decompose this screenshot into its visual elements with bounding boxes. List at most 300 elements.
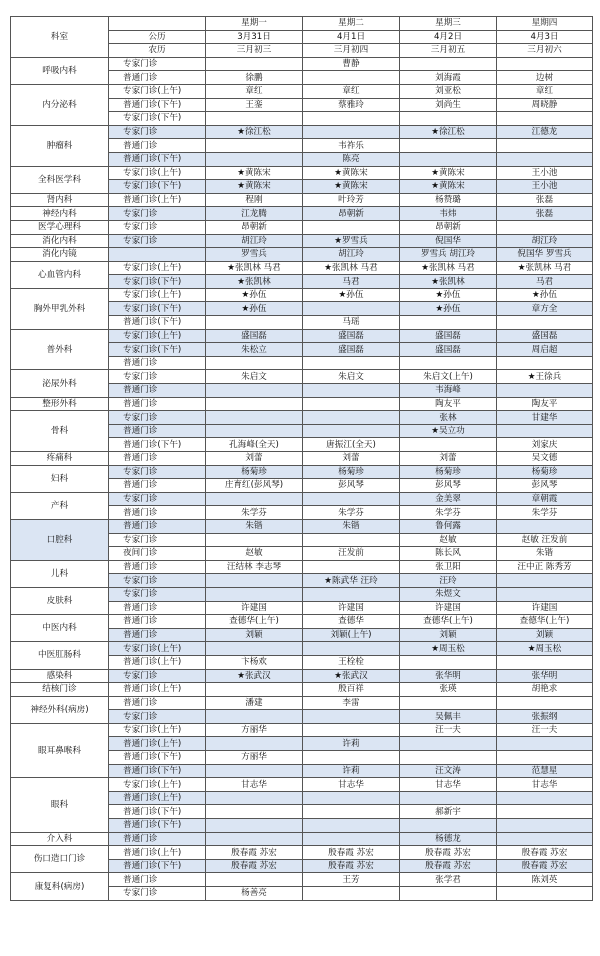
doctor-cell-day-3: ★吴立功 [400,424,497,438]
weekday-3: 星期三 [400,17,497,31]
doctor-cell-day-4: 章红 [497,84,593,98]
schedule-row [11,261,593,275]
department-name: 消化内镜 [11,248,109,262]
clinic-type: 专家门诊(上午) [109,166,206,180]
doctor-cell-day-3: 查德华(上午) [400,615,497,629]
clinic-type: 专家门诊(上午) [109,84,206,98]
gongli-label: 公历 [109,30,206,44]
doctor-cell-day-2: 李雷 [303,696,400,710]
schedule-row [11,560,593,574]
clinic-type: 普通门诊 [109,356,206,370]
doctor-cell-day-1: ★孙伍 [206,302,303,316]
clinic-type: 专家门诊(下午) [109,112,206,126]
doctor-cell-day-3 [400,152,497,166]
doctor-cell-day-2 [303,560,400,574]
doctor-cell-day-3: 张华明 [400,669,497,683]
schedule-row [11,492,593,506]
doctor-cell-day-4: 江德龙 [497,125,593,139]
doctor-cell-day-2 [303,411,400,425]
doctor-cell-day-4: 许建国 [497,601,593,615]
doctor-cell-day-3: 刘尚生 [400,98,497,112]
clinic-type: 普通门诊 [109,506,206,520]
doctor-cell-day-3: 吴佩丰 [400,710,497,724]
doctor-cell-day-3: 张学君 [400,873,497,887]
gongli-2: 4月1日 [303,30,400,44]
doctor-cell-day-1 [206,574,303,588]
doctor-cell-day-4 [497,819,593,833]
schedule-row [11,519,593,533]
doctor-cell-day-2: 唐振江(全天) [303,438,400,452]
doctor-cell-day-4: 汪一夫 [497,723,593,737]
clinic-type: 普通门诊 [109,519,206,533]
schedule-document [10,16,593,901]
department-name: 胸外甲乳外科 [11,288,109,329]
doctor-cell-day-3 [400,791,497,805]
doctor-cell-day-4 [497,587,593,601]
doctor-cell-day-4: 朱学芬 [497,506,593,520]
clinic-type: 普通门诊(上午) [109,193,206,207]
schedule-row [11,166,593,180]
schedule-row [11,220,593,234]
doctor-cell-day-3: 盛国磊 [400,343,497,357]
doctor-cell-day-2: 马君 [303,275,400,289]
doctor-cell-day-1 [206,832,303,846]
schedule-row [11,84,593,98]
clinic-type: 专家门诊 [109,710,206,724]
clinic-type: 专家门诊 [109,57,206,71]
department-name: 眼耳鼻喉科 [11,723,109,777]
doctor-cell-day-4: 吴文德 [497,452,593,466]
doctor-cell-day-4: 边树 [497,71,593,85]
doctor-cell-day-3: 朱启文(上午) [400,370,497,384]
doctor-cell-day-3: 殷春霞 苏宏 [400,846,497,860]
doctor-cell-day-3: 甘志华 [400,778,497,792]
doctor-cell-day-2: 刘蕾 [303,452,400,466]
weekday-1: 星期一 [206,17,303,31]
schedule-row [11,696,593,710]
doctor-cell-day-3 [400,819,497,833]
clinic-type: 专家门诊 [109,492,206,506]
doctor-cell-day-3 [400,887,497,901]
doctor-cell-day-3 [400,356,497,370]
doctor-cell-day-3: 韦海峰 [400,384,497,398]
nongli-2: 三月初四 [303,44,400,58]
doctor-cell-day-3: 许建国 [400,601,497,615]
schedule-row [11,683,593,697]
department-name: 产科 [11,492,109,519]
doctor-cell-day-2 [303,356,400,370]
doctor-cell-day-2 [303,220,400,234]
doctor-cell-day-3: 杨德龙 [400,832,497,846]
clinic-type: 普通门诊(上午) [109,791,206,805]
gongli-4: 4月3日 [497,30,593,44]
doctor-cell-day-3: 金美翠 [400,492,497,506]
schedule-row [11,207,593,221]
doctor-cell-day-1: 杨善亮 [206,887,303,901]
clinic-type: 专家门诊 [109,220,206,234]
doctor-cell-day-3: ★黄陈宋 [400,166,497,180]
doctor-cell-day-1: 王銮 [206,98,303,112]
department-name: 妇科 [11,465,109,492]
schedule-row [11,873,593,887]
department-name: 结核门诊 [11,683,109,697]
doctor-cell-day-3: 刘颖 [400,628,497,642]
doctor-cell-day-4: 章朝霞 [497,492,593,506]
doctor-cell-day-4 [497,737,593,751]
department-name: 皮肤科 [11,587,109,614]
clinic-type: 普通门诊 [109,696,206,710]
department-name: 神经内科 [11,207,109,221]
doctor-cell-day-1: 庄育红(彭风琴) [206,479,303,493]
doctor-cell-day-4: 甘志华 [497,778,593,792]
department-name: 全科医学科 [11,166,109,193]
doctor-cell-day-3: 杨赞璐 [400,193,497,207]
doctor-cell-day-4: ★孙伍 [497,288,593,302]
doctor-cell-day-1: 潘建 [206,696,303,710]
doctor-cell-day-4: 赵敏 汪发前 [497,533,593,547]
doctor-cell-day-1: 盛国磊 [206,329,303,343]
doctor-cell-day-2: 查德华 [303,615,400,629]
doctor-cell-day-2: 汪发前 [303,547,400,561]
doctor-cell-day-2 [303,397,400,411]
clinic-type: 普通门诊(上午) [109,683,206,697]
clinic-type: 专家门诊 [109,887,206,901]
schedule-row [11,329,593,343]
clinic-type: 普通门诊 [109,384,206,398]
doctor-cell-day-1: ★孙伍 [206,288,303,302]
dept-header: 科室 [11,17,109,58]
department-name: 医学心理科 [11,220,109,234]
doctor-cell-day-2: ★孙伍 [303,288,400,302]
department-name: 心血管内科 [11,261,109,288]
doctor-cell-day-3: 昂朝新 [400,220,497,234]
doctor-cell-day-2: 韦祚乐 [303,139,400,153]
doctor-cell-day-1: 刘颖 [206,628,303,642]
doctor-cell-day-1: 卞杨欢 [206,655,303,669]
doctor-cell-day-3: 汪一夫 [400,723,497,737]
clinic-type: 专家门诊 [109,533,206,547]
doctor-cell-day-2: 杨菊珍 [303,465,400,479]
clinic-type: 普通门诊(下午) [109,764,206,778]
schedule-row [11,288,593,302]
doctor-cell-day-1: 方丽华 [206,723,303,737]
clinic-type: 专家门诊 [109,669,206,683]
doctor-cell-day-1 [206,791,303,805]
doctor-cell-day-1 [206,316,303,330]
doctor-cell-day-3: 朱煜文 [400,587,497,601]
department-name: 疼痛科 [11,452,109,466]
doctor-cell-day-1 [206,873,303,887]
doctor-cell-day-3: ★孙伍 [400,288,497,302]
doctor-cell-day-4 [497,696,593,710]
doctor-cell-day-2: ★罗雪兵 [303,234,400,248]
department-name: 儿科 [11,560,109,587]
clinic-type: 普通门诊 [109,628,206,642]
doctor-cell-day-4 [497,152,593,166]
nongli-4: 三月初六 [497,44,593,58]
doctor-cell-day-2 [303,723,400,737]
doctor-cell-day-4: 陈刘英 [497,873,593,887]
doctor-cell-day-2 [303,751,400,765]
doctor-cell-day-4 [497,220,593,234]
clinic-type: 普通门诊(下午) [109,438,206,452]
doctor-cell-day-1 [206,112,303,126]
doctor-cell-day-1 [206,805,303,819]
doctor-cell-day-1: ★张武汉 [206,669,303,683]
doctor-cell-day-1 [206,397,303,411]
doctor-cell-day-1 [206,737,303,751]
doctor-cell-day-1: 刘蕾 [206,452,303,466]
doctor-cell-day-3 [400,751,497,765]
doctor-cell-day-3: 殷春霞 苏宏 [400,859,497,873]
doctor-cell-day-1: 昂朝新 [206,220,303,234]
clinic-type: 普通门诊(下午) [109,751,206,765]
doctor-cell-day-3: ★黄陈宋 [400,180,497,194]
department-name: 感染科 [11,669,109,683]
department-name: 中医内科 [11,615,109,642]
clinic-type: 普通门诊(上午) [109,846,206,860]
clinic-type: 专家门诊 [109,207,206,221]
doctor-cell-day-1: 殷春霞 苏宏 [206,846,303,860]
doctor-cell-day-4: 刘家庆 [497,438,593,452]
doctor-cell-day-1 [206,642,303,656]
doctor-cell-day-3: 刘亚松 [400,84,497,98]
doctor-cell-day-2: 昂朝新 [303,207,400,221]
doctor-cell-day-4 [497,112,593,126]
doctor-cell-day-4: 汪中正 陈秀芳 [497,560,593,574]
doctor-cell-day-1 [206,492,303,506]
clinic-type: 专家门诊(上午) [109,329,206,343]
clinic-type: 专家门诊 [109,587,206,601]
clinic-type: 普通门诊(下午) [109,316,206,330]
doctor-cell-day-1 [206,424,303,438]
doctor-cell-day-1: ★徐江松 [206,125,303,139]
doctor-cell-day-2 [303,492,400,506]
doctor-cell-day-3 [400,57,497,71]
clinic-type: 专家门诊(下午) [109,180,206,194]
doctor-cell-day-4: 殷春霞 苏宏 [497,859,593,873]
schedule-row [11,397,593,411]
doctor-cell-day-1: 程刚 [206,193,303,207]
department-name: 普外科 [11,329,109,370]
clinic-type: 专家门诊(上午) [109,778,206,792]
doctor-cell-day-2: 胡江玲 [303,248,400,262]
doctor-cell-day-3: 鲁何露 [400,519,497,533]
doctor-cell-day-2 [303,887,400,901]
doctor-cell-day-2: 甘志华 [303,778,400,792]
doctor-cell-day-4: 陶友平 [497,397,593,411]
clinic-type: 专家门诊(上午) [109,723,206,737]
doctor-cell-day-2 [303,832,400,846]
clinic-type: 普通门诊 [109,615,206,629]
doctor-cell-day-4: 胡艳求 [497,683,593,697]
clinic-type: 夜间门诊 [109,547,206,561]
doctor-cell-day-4: 胡江玲 [497,234,593,248]
doctor-cell-day-4: 查德华(上午) [497,615,593,629]
doctor-cell-day-4: 杨菊珍 [497,465,593,479]
doctor-cell-day-2: 王栓栓 [303,655,400,669]
doctor-cell-day-1 [206,139,303,153]
doctor-cell-day-2: 许莉 [303,764,400,778]
doctor-cell-day-2: ★黄陈宋 [303,166,400,180]
doctor-cell-day-2 [303,791,400,805]
weekday-4: 星期四 [497,17,593,31]
department-name: 肾内科 [11,193,109,207]
clinic-type: 专家门诊(上午) [109,288,206,302]
doctor-cell-day-2: 曹静 [303,57,400,71]
doctor-cell-day-1: 赵敏 [206,547,303,561]
schedule-row [11,248,593,262]
doctor-cell-day-4: 刘颖 [497,628,593,642]
doctor-cell-day-2: ★陈武华 汪玲 [303,574,400,588]
clinic-type: 普通门诊(上午) [109,655,206,669]
doctor-cell-day-1 [206,57,303,71]
doctor-cell-day-3: 罗雪兵 胡江玲 [400,248,497,262]
department-name: 内分泌科 [11,84,109,125]
doctor-cell-day-2 [303,642,400,656]
doctor-cell-day-1: 杨菊珍 [206,465,303,479]
doctor-cell-day-4 [497,805,593,819]
doctor-cell-day-1: 胡江玲 [206,234,303,248]
doctor-cell-day-3: 郝新宇 [400,805,497,819]
doctor-cell-day-1 [206,683,303,697]
doctor-cell-day-4 [497,57,593,71]
doctor-cell-day-4: 张华明 [497,669,593,683]
doctor-cell-day-1 [206,411,303,425]
doctor-cell-day-3: 张卫阳 [400,560,497,574]
doctor-cell-day-4 [497,574,593,588]
clinic-type: 普通门诊 [109,139,206,153]
schedule-row [11,615,593,629]
doctor-cell-day-2: 朱学芬 [303,506,400,520]
clinic-type: 普通门诊(下午) [109,98,206,112]
department-name: 介入科 [11,832,109,846]
schedule-row [11,370,593,384]
department-name: 泌尿外科 [11,370,109,397]
clinic-type: 普通门诊 [109,832,206,846]
doctor-cell-day-3: 汪文涛 [400,764,497,778]
doctor-cell-day-1 [206,819,303,833]
doctor-cell-day-3 [400,316,497,330]
doctor-cell-day-4: ★周玉松 [497,642,593,656]
schedule-row [11,411,593,425]
doctor-cell-day-4: 殷春霞 苏宏 [497,846,593,860]
doctor-cell-day-2 [303,805,400,819]
department-name: 消化内科 [11,234,109,248]
doctor-cell-day-2: 马瑶 [303,316,400,330]
clinic-type: 专家门诊(下午) [109,302,206,316]
doctor-cell-day-2: 陈亮 [303,152,400,166]
doctor-cell-day-3: ★孙伍 [400,302,497,316]
clinic-type: 专家门诊 [109,574,206,588]
clinic-type: 普通门诊 [109,397,206,411]
doctor-cell-day-2: 彭风琴 [303,479,400,493]
doctor-cell-day-4 [497,887,593,901]
schedule-row [11,125,593,139]
doctor-cell-day-4: 张磊 [497,207,593,221]
weekday-row [11,17,593,31]
clinic-type: 普通门诊 [109,873,206,887]
doctor-cell-day-2: 许莉 [303,737,400,751]
schedule-row [11,669,593,683]
doctor-cell-day-4: 周晓静 [497,98,593,112]
doctor-cell-day-4: ★王徐兵 [497,370,593,384]
doctor-cell-day-3: 彭风琴 [400,479,497,493]
doctor-cell-day-3: 张瑛 [400,683,497,697]
doctor-cell-day-2: ★张武汉 [303,669,400,683]
doctor-cell-day-1: 章红 [206,84,303,98]
doctor-cell-day-3: 盛国磊 [400,329,497,343]
clinic-type: 普通门诊(下午) [109,805,206,819]
nongli-1: 三月初三 [206,44,303,58]
doctor-cell-day-2: 许建国 [303,601,400,615]
schedule-row [11,452,593,466]
doctor-cell-day-2: ★黄陈宋 [303,180,400,194]
doctor-cell-day-1: 江龙腾 [206,207,303,221]
nongli-3: 三月初五 [400,44,497,58]
doctor-cell-day-4: ★张凯林 马君 [497,261,593,275]
schedule-row [11,465,593,479]
doctor-cell-day-2: 殷春霞 苏宏 [303,846,400,860]
doctor-cell-day-1 [206,384,303,398]
doctor-cell-day-1: 朱学芬 [206,506,303,520]
doctor-cell-day-1: 朱松立 [206,343,303,357]
doctor-cell-day-4 [497,384,593,398]
department-name: 伤口造口门诊 [11,846,109,873]
clinic-type: 普通门诊(下午) [109,819,206,833]
doctor-cell-day-4: 朱锴 [497,547,593,561]
weekday-2: 星期二 [303,17,400,31]
clinic-type: 普通门诊(下午) [109,859,206,873]
doctor-cell-day-4: 马君 [497,275,593,289]
doctor-cell-day-1: 查德华(上午) [206,615,303,629]
doctor-cell-day-4: 张磊 [497,193,593,207]
department-name: 神经外科(病房) [11,696,109,723]
schedule-row [11,723,593,737]
doctor-cell-day-4: 甘建华 [497,411,593,425]
clinic-type: 专家门诊(下午) [109,275,206,289]
doctor-cell-day-2: 朱锴 [303,519,400,533]
department-name: 眼科 [11,778,109,832]
schedule-row [11,832,593,846]
department-name: 整形外科 [11,397,109,411]
doctor-cell-day-4 [497,791,593,805]
doctor-cell-day-2: 章红 [303,84,400,98]
doctor-cell-day-4 [497,655,593,669]
doctor-cell-day-1: ★黄陈宋 [206,166,303,180]
doctor-cell-day-3 [400,655,497,669]
doctor-cell-day-2 [303,112,400,126]
clinic-type: 普通门诊(上午) [109,737,206,751]
doctor-cell-day-1 [206,533,303,547]
department-name: 康复科(病房) [11,873,109,900]
schedule-row [11,234,593,248]
doctor-cell-day-3: 汪玲 [400,574,497,588]
doctor-cell-day-3 [400,112,497,126]
doctor-cell-day-3 [400,696,497,710]
doctor-cell-day-4: 倪国华 罗雪兵 [497,248,593,262]
clinic-type: 普通门诊(下午) [109,152,206,166]
doctor-cell-day-2: 朱启文 [303,370,400,384]
doctor-cell-day-4: 范慧星 [497,764,593,778]
doctor-cell-day-2 [303,710,400,724]
clinic-type: 专家门诊(下午) [109,343,206,357]
doctor-cell-day-1: 孔海峰(全天) [206,438,303,452]
doctor-cell-day-4: 周启超 [497,343,593,357]
clinic-type: 专家门诊 [109,125,206,139]
doctor-cell-day-1: 朱锴 [206,519,303,533]
doctor-cell-day-2 [303,125,400,139]
